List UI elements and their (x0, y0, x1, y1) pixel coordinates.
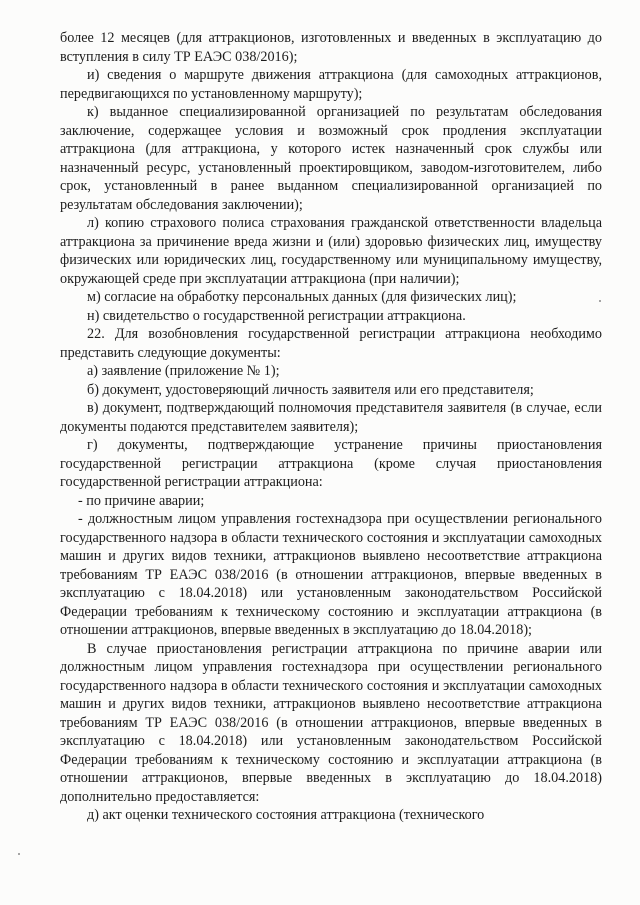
paragraph-item-b: б) документ, удостоверяющий личность заявителя или его представителя; (87, 381, 534, 398)
document-body (60, 29, 602, 825)
paragraph-item-m: м) согласие на обработку персональных данных (для физических лиц); (87, 289, 517, 305)
paragraph-suspension-case: В случае приостановления регистрации аттракциона по причине аварии или должностным лицом управления гостехнадзора при осуществлении регионального государственного надзора в области технического состояния и эксплуатации самоходных машин и других видов техники, аттракционов выявлено несоответствие аттракциона требованиям ТР ЕАЭС 038/2016 (в отношении аттракционов, впервые введенных в эксплуатацию с 18.04.2018) или установленным законодательством Российской Федерации требованиям к техническому состоянию и эксплуатации аттракциона (в отношении аттракционов, впервые введенных в эксплуатацию до 18.04.2018) дополнительно предоставляется: (60, 640, 602, 805)
paragraph-item-n: н) свидетельство о государственной регистрации аттракциона. (87, 307, 466, 324)
paragraph-item-a: а) заявление (приложение № 1); (87, 363, 280, 379)
paragraph-item-d: д) акт оценки технического состояния аттракциона (технического (87, 807, 485, 823)
paragraph-item-g: г) документы, подтверждающие устранение причины приостановления государственной регистрации аттракциона (кроме случая приостановления государственной регистрации аттракциона: (60, 437, 602, 490)
scan-speck (599, 300, 601, 302)
paragraph-item-k: к) выданное специализированной организацией по результатам обследования заключение, содержащее условия и возможный срок продления эксплуатации аттракциона (для аттракциона, у которого истек назначенный срок службы или назначенный ресурс, установленный проектировщиком, заводом-изготовителем, либо срок, установленный в ранее выданном специализированной организацией по результатам обследования заключении); (60, 104, 602, 213)
paragraph-dash-official: - должностным лицом управления гостехнадзора при осуществлении регионального государственного надзора в области технического состояния и эксплуатации самоходных машин и других видов техники, аттракционов выявлено несоответствие аттракциона требованиям ТР ЕАЭС 038/2016 (в отношении аттракционов, впервые введенных в эксплуатацию с 18.04.2018) или установленным законодательством Российской Федерации требованиям к техническому состоянию и эксплуатации аттракциона (в отношении аттракционов, впервые введенных в эксплуатацию до 18.04.2018); (60, 511, 602, 638)
scan-speck (18, 853, 20, 855)
paragraph-section-22: 22. Для возобновления государственной регистрации аттракциона необходимо представить следующие документы: (60, 326, 602, 361)
paragraph-item-v: в) документ, подтверждающий полномочия представителя заявителя (в случае, если документы подаются представителем заявителя); (60, 400, 602, 435)
paragraph-dash-accident: - по причине аварии; (78, 492, 205, 509)
paragraph-item-l: л) копию страхового полиса страхования гражданской ответственности владельца аттракциона за причинение вреда жизни и (или) здоровью физических лиц, имуществу физических или юридических лиц, государственному или муниципальному имуществу, окружающей среде при эксплуатации аттракциона (при наличии); (60, 215, 602, 287)
paragraph-item-i: и) сведения о маршруте движения аттракциона (для самоходных аттракционов, передвигающихся по установленному маршруту); (60, 67, 602, 102)
paragraph-continuation: более 12 месяцев (для аттракционов, изготовленных и введенных в эксплуатацию до вступления в силу ТР ЕАЭС 038/2016); (60, 30, 602, 65)
